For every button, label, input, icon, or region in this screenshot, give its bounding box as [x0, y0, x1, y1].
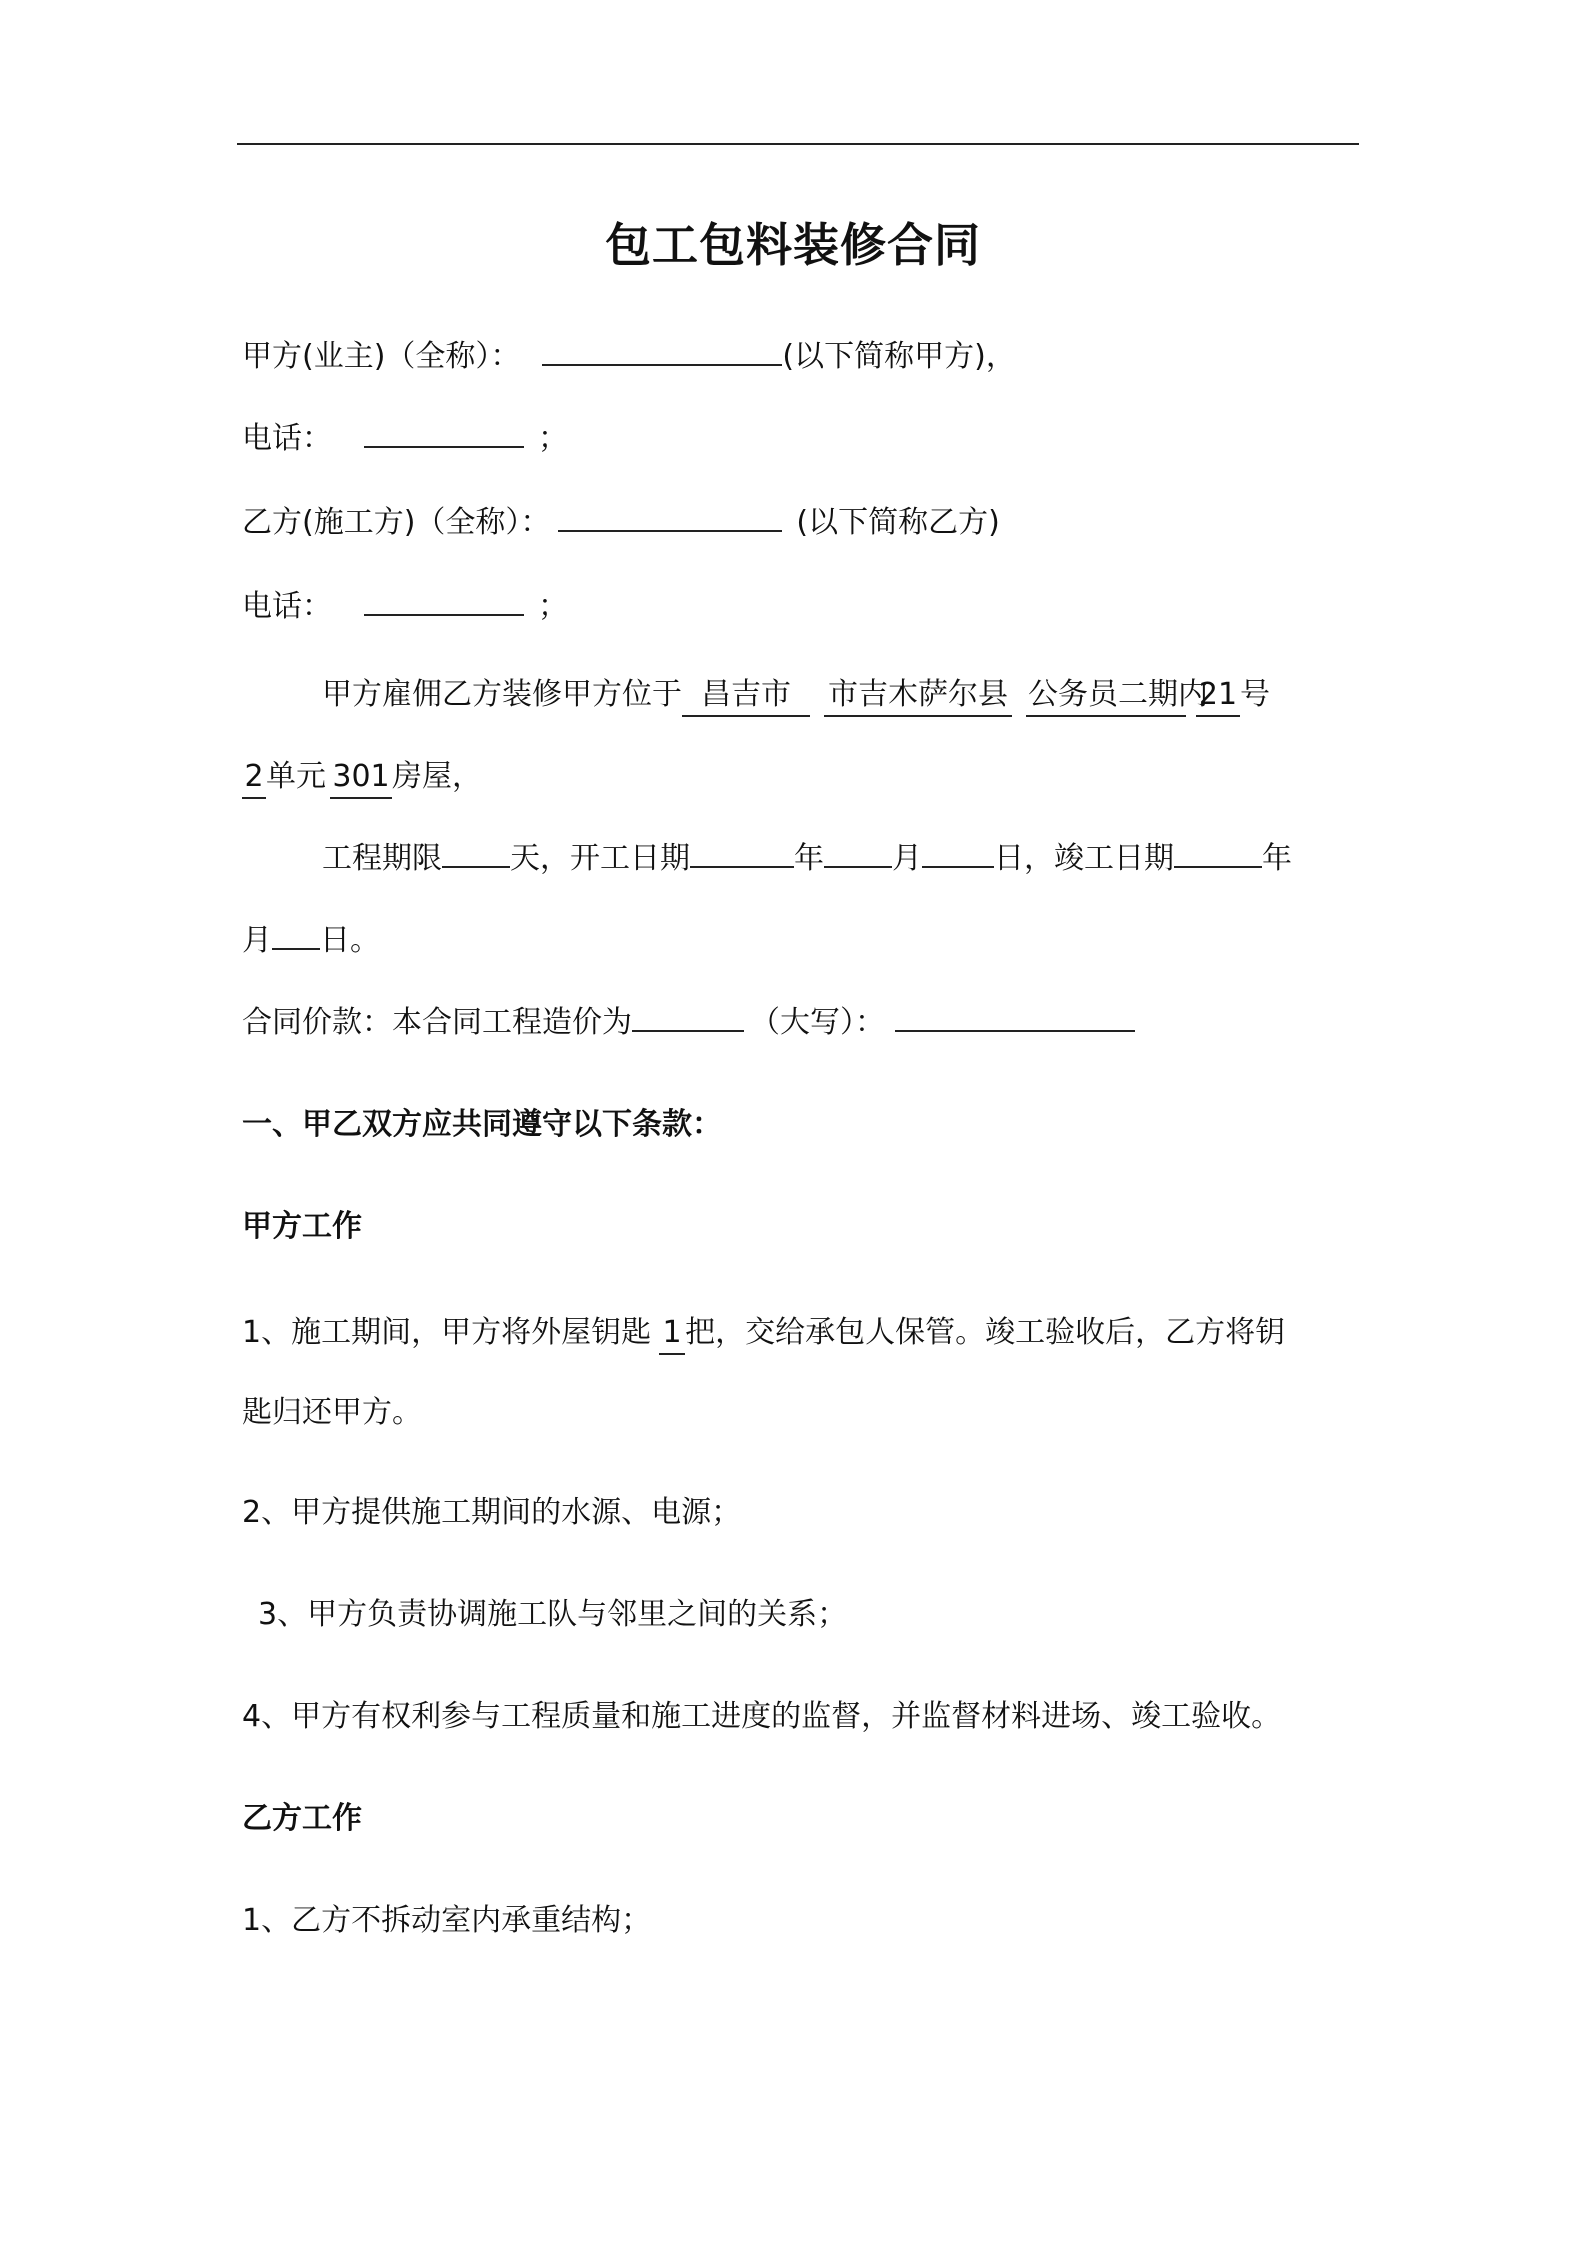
schedule-day-end-start: 日，竣工日期 [994, 841, 1174, 876]
party-a-item1-cont: 匙归还甲方。 [242, 1395, 422, 1430]
schedule-end-year-field[interactable] [1174, 866, 1262, 868]
location-line-cont [242, 754, 482, 800]
location-building-field[interactable]: 21 [1196, 675, 1240, 717]
schedule-month2: 月 [242, 923, 272, 958]
document-title: 包工包料装修合同 [605, 218, 981, 272]
schedule-start-month-field[interactable] [824, 866, 892, 868]
location-room-label: 房屋， [392, 759, 482, 794]
price-label: 合同价款：本合同工程造价为 [242, 1005, 632, 1040]
party-a-suffix: (以下简称甲方)， [782, 339, 1016, 374]
price-line [242, 1000, 1135, 1046]
party-b-phone-end: ； [538, 589, 568, 624]
schedule-end-day-field[interactable] [272, 948, 320, 950]
schedule-start-year-field[interactable] [690, 866, 794, 868]
party-b-line [242, 500, 1000, 546]
schedule-day-end: 日。 [320, 923, 380, 958]
schedule-day-unit: 天，开工日期 [510, 841, 690, 876]
party-a-line [242, 334, 1016, 380]
party-a-phone-line [242, 416, 568, 462]
schedule-year2: 年 [1262, 841, 1292, 876]
party-a-item1-rest: 把，交给承包人保管。竣工验收后，乙方将钥 [685, 1315, 1286, 1350]
party-b-name-field[interactable] [558, 530, 782, 532]
schedule-month: 月 [892, 841, 922, 876]
party-a-item4: 4、甲方有权利参与工程质量和施工进度的监督，并监督材料进场、竣工验收。 [242, 1699, 1282, 1734]
price-capital-label: （大写）： [750, 1005, 885, 1040]
party-a-phone-field[interactable] [364, 446, 524, 448]
party-a-work-heading: 甲方工作 [242, 1209, 362, 1244]
party-a-item2: 2、甲方提供施工期间的水源、电源； [242, 1495, 742, 1530]
price-capital-field[interactable] [895, 1030, 1135, 1032]
price-amount-field[interactable] [632, 1030, 744, 1032]
location-unit-field[interactable]: 2 [242, 757, 266, 799]
schedule-period-label: 工程期限 [322, 841, 442, 876]
schedule-days-field[interactable] [442, 866, 510, 868]
location-city-field[interactable]: 昌吉市 [682, 675, 810, 717]
header-rule [237, 143, 1359, 145]
location-intro: 甲方雇佣乙方装修甲方位于 [322, 677, 682, 712]
party-a-item1 [242, 1310, 1285, 1356]
party-b-phone-line [242, 584, 568, 630]
party-a-phone-end: ； [538, 421, 568, 456]
party-a-phone-label: 电话： [242, 421, 332, 456]
location-line [322, 672, 1270, 718]
party-a-key-count-field[interactable]: 1 [659, 1313, 685, 1355]
schedule-year: 年 [794, 841, 824, 876]
location-county-field[interactable]: 市吉木萨尔县 [824, 675, 1012, 717]
party-b-suffix: (以下简称乙方) [796, 505, 1000, 540]
location-hao: 号 [1240, 677, 1270, 712]
party-a-name-field[interactable] [542, 364, 782, 366]
schedule-line [322, 836, 1292, 882]
party-b-label: 乙方(施工方)（全称）： [242, 505, 551, 540]
party-b-item1: 1、乙方不拆动室内承重结构； [242, 1903, 652, 1938]
party-b-work-heading: 乙方工作 [242, 1801, 362, 1836]
party-a-item1-start: 1、施工期间，甲方将外屋钥匙 [242, 1315, 652, 1350]
party-a-item3: 3、甲方负责协调施工队与邻里之间的关系； [258, 1597, 848, 1632]
location-room-field[interactable]: 301 [330, 757, 392, 799]
schedule-line-cont [242, 918, 380, 964]
schedule-start-day-field[interactable] [922, 866, 994, 868]
party-a-label: 甲方(业主)（全称）： [242, 339, 521, 374]
location-unit-label: 单元 [266, 759, 326, 794]
party-b-phone-field[interactable] [364, 614, 524, 616]
section1-heading: 一、甲乙双方应共同遵守以下条款： [242, 1107, 722, 1142]
location-community-field[interactable]: 公务员二期内 [1026, 675, 1186, 717]
party-b-phone-label: 电话： [242, 589, 332, 624]
